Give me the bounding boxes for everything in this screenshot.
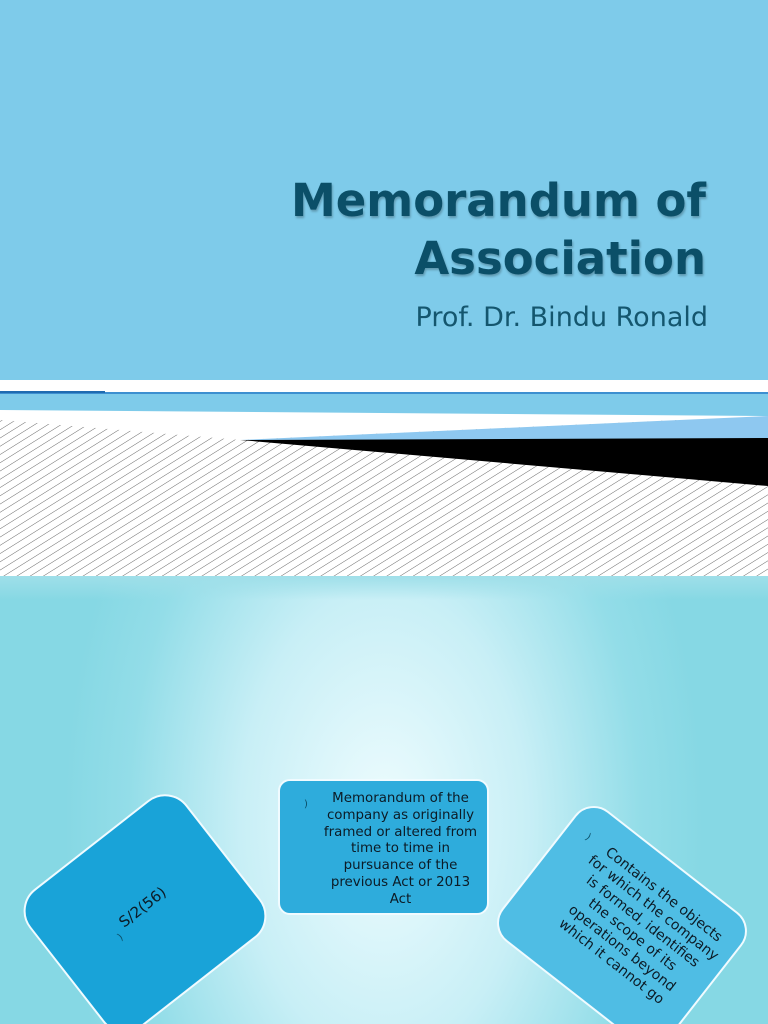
section-reference-card bbox=[12, 783, 277, 1024]
slide-title bbox=[106, 172, 706, 288]
definition-text: Memorandum of the company as originally framed or altered from time to time in pursuance of the previous Act or 2013 Act bbox=[323, 791, 478, 907]
objects-card bbox=[487, 796, 756, 1024]
objects-text: Contains the objects for which the company is formed, identifies the scope of its operations beyond which it cannot go bbox=[555, 844, 726, 1008]
bullet-icon: ) bbox=[304, 799, 308, 810]
title-line-1: Memorandum of bbox=[291, 174, 706, 227]
content-slide bbox=[0, 576, 768, 1024]
bullet-icon: ) bbox=[115, 932, 126, 944]
slide-top-shadow bbox=[0, 576, 768, 600]
definition-card bbox=[278, 779, 489, 915]
title-line-2: Association bbox=[414, 232, 706, 285]
slide-subtitle: Prof. Dr. Bindu Ronald bbox=[415, 302, 708, 333]
section-reference-text: S/2(56) bbox=[115, 883, 170, 932]
decorative-stripe-band bbox=[0, 380, 768, 576]
bullet-icon: ) bbox=[582, 831, 593, 844]
